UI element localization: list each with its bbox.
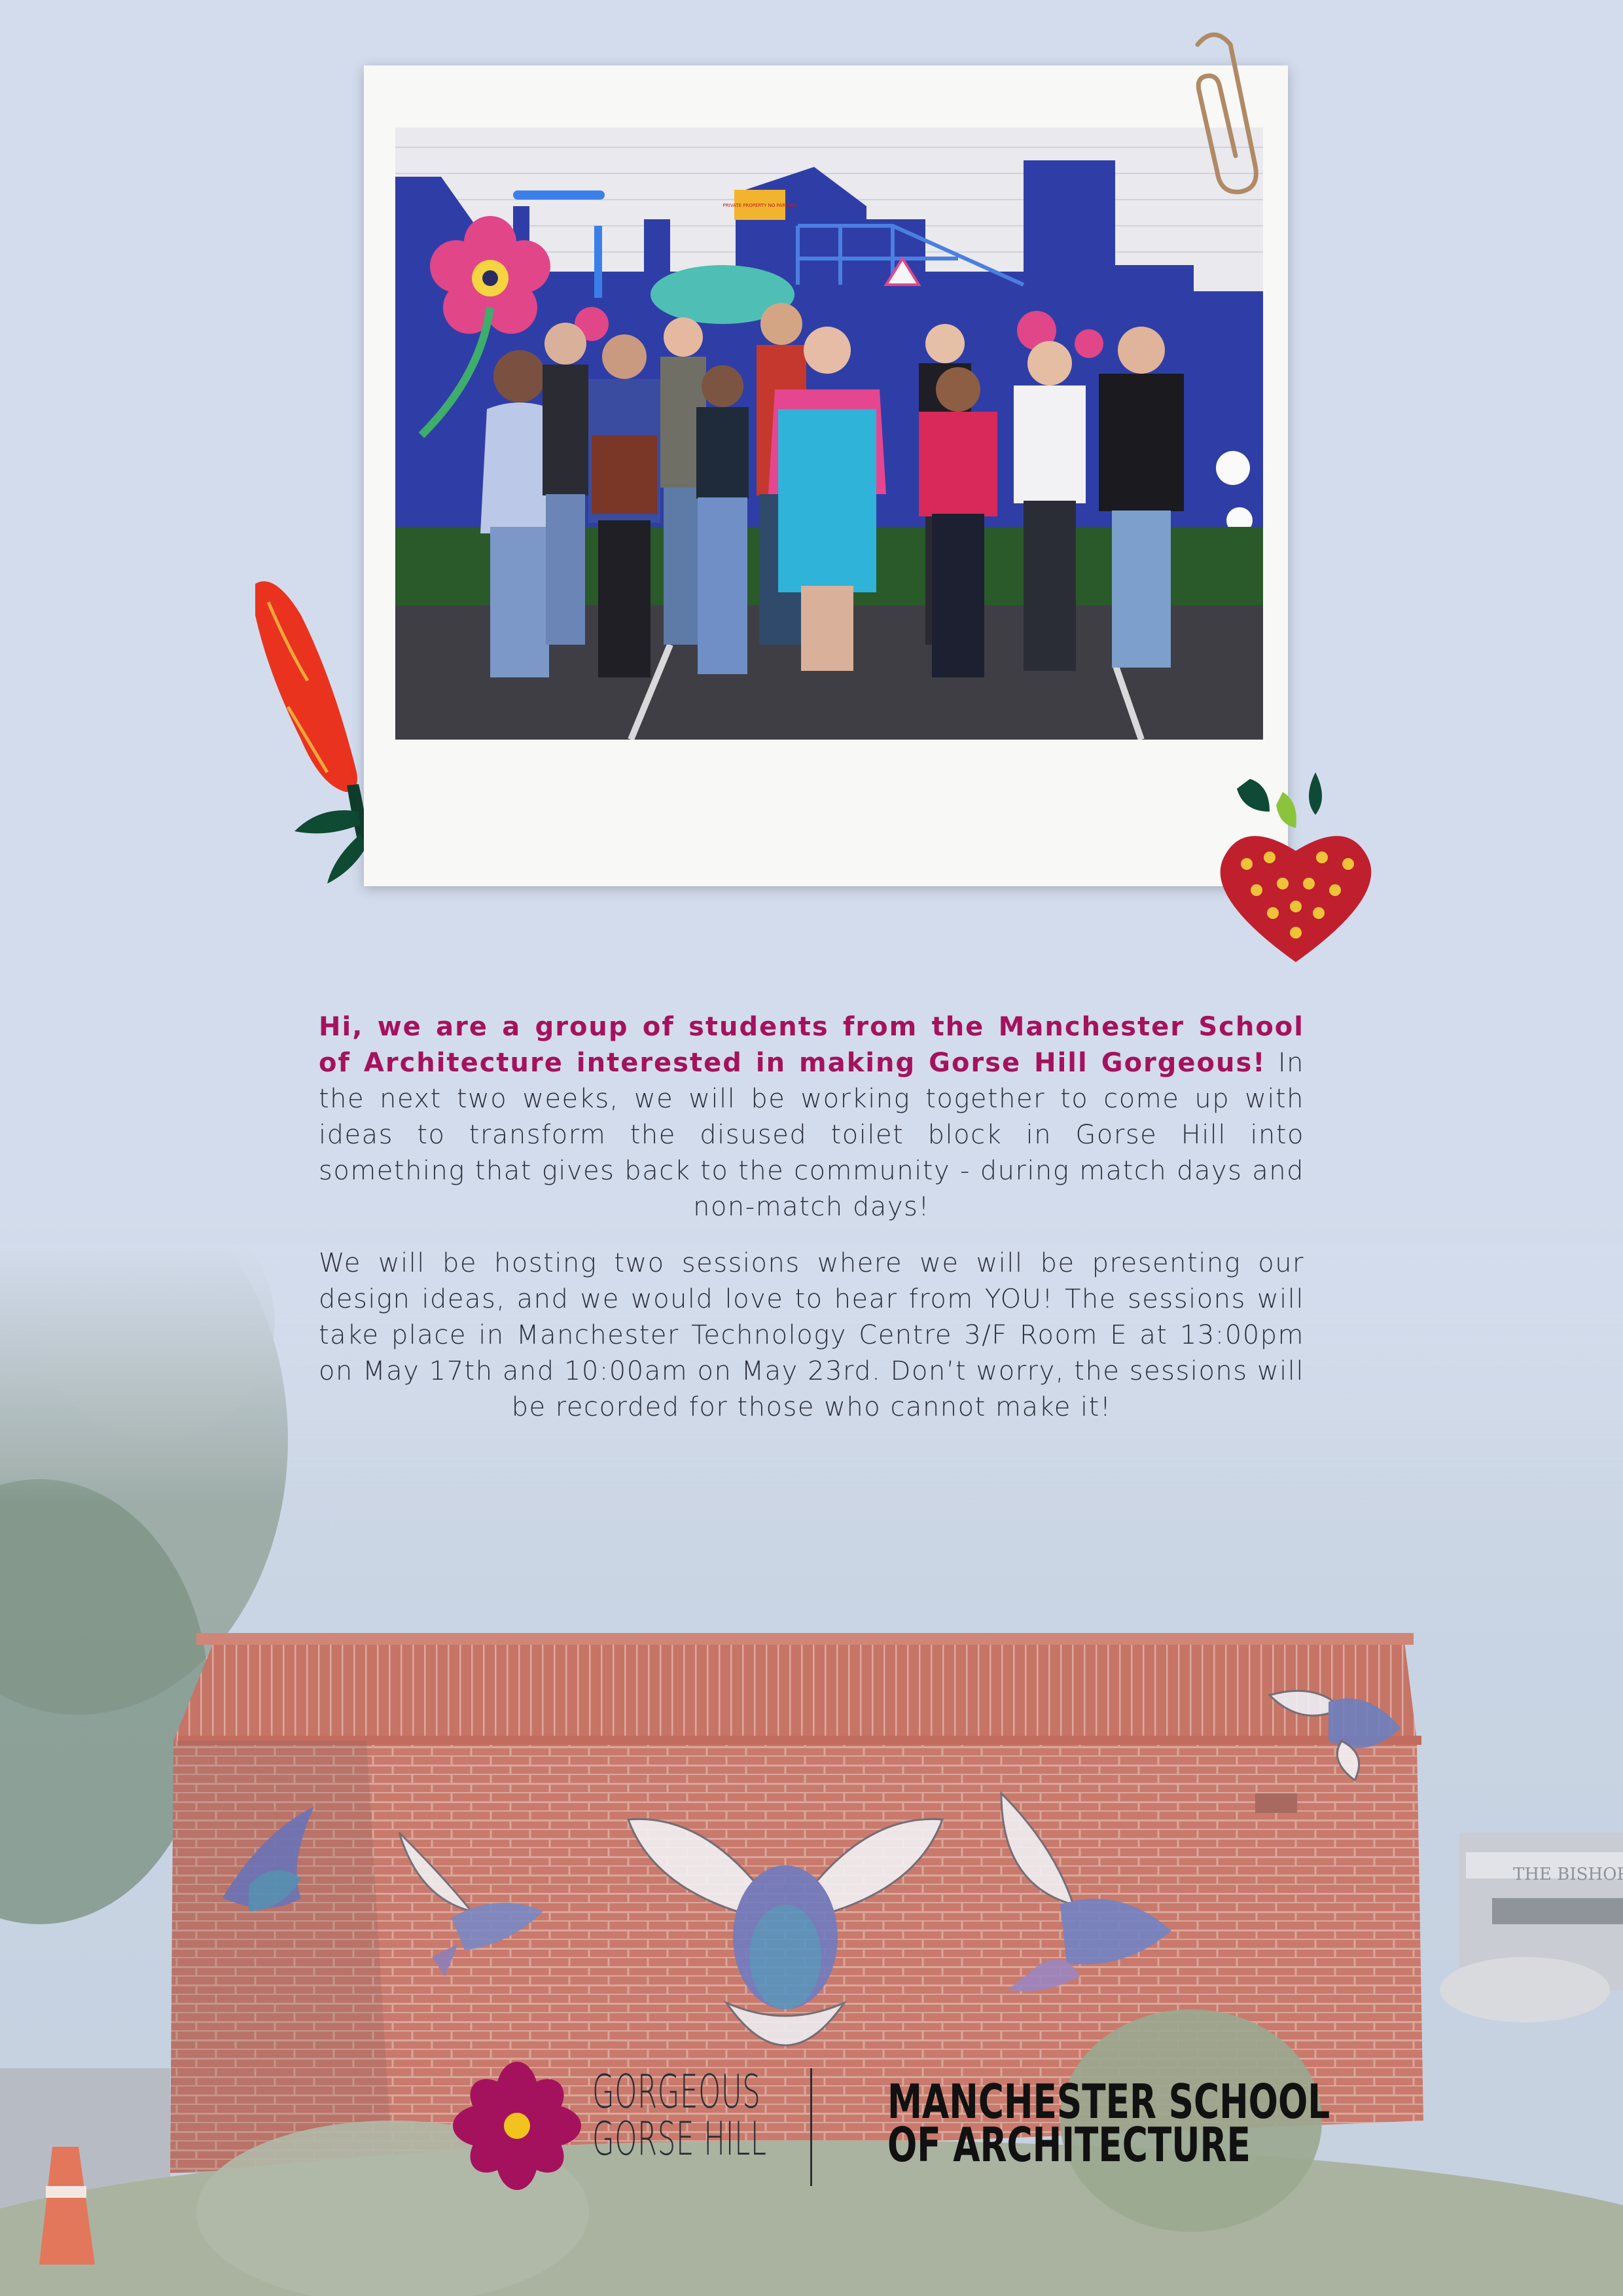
intro-lead: Hi, we are a group of students from the Manchester School of Architecture interested in making Gorse Hill Gorgeous!	[319, 1012, 1304, 1078]
intro-body: In the next two weeks, we will be working together to come up with ideas to transform the disused toilet block in Gorse Hill into something that gives back to the community - during match days and non-match days!	[319, 1048, 1304, 1222]
logo-line-1: GORGEOUS	[592, 2065, 761, 2119]
sign-text: PRIVATE PROPERTY NO PARKING	[722, 203, 797, 208]
msa-line-1: MANCHESTER SCHOOL	[887, 2074, 1330, 2129]
intro-paragraph	[319, 1009, 1304, 1225]
gorgeous-gorse-hill-logo	[592, 2065, 767, 2166]
polaroid-frame	[364, 65, 1288, 886]
logo-divider	[810, 2068, 812, 2186]
gorse-flower-icon	[452, 2060, 582, 2191]
manchester-school-of-architecture-logo	[887, 2074, 1486, 2172]
sessions-paragraph: We will be hosting two sessions where we will be presenting our design ideas, and we would love to hear from YOU! The sessions will take place in Manchester Technology Centre 3/F Room E at 13:00pm on May 17th and 10:00am on May 23rd. Don’t worry, the sessions will be recorded for those who cannot make it!	[319, 1248, 1304, 1422]
logo-line-2: GORSE HILL	[592, 2112, 767, 2166]
carrot-icon	[249, 576, 373, 890]
msa-line-2: OF ARCHITECTURE	[887, 2117, 1251, 2172]
strawberry-heart-icon	[1217, 766, 1374, 962]
group-photo	[395, 128, 1263, 740]
paperclip-icon	[1178, 31, 1263, 195]
